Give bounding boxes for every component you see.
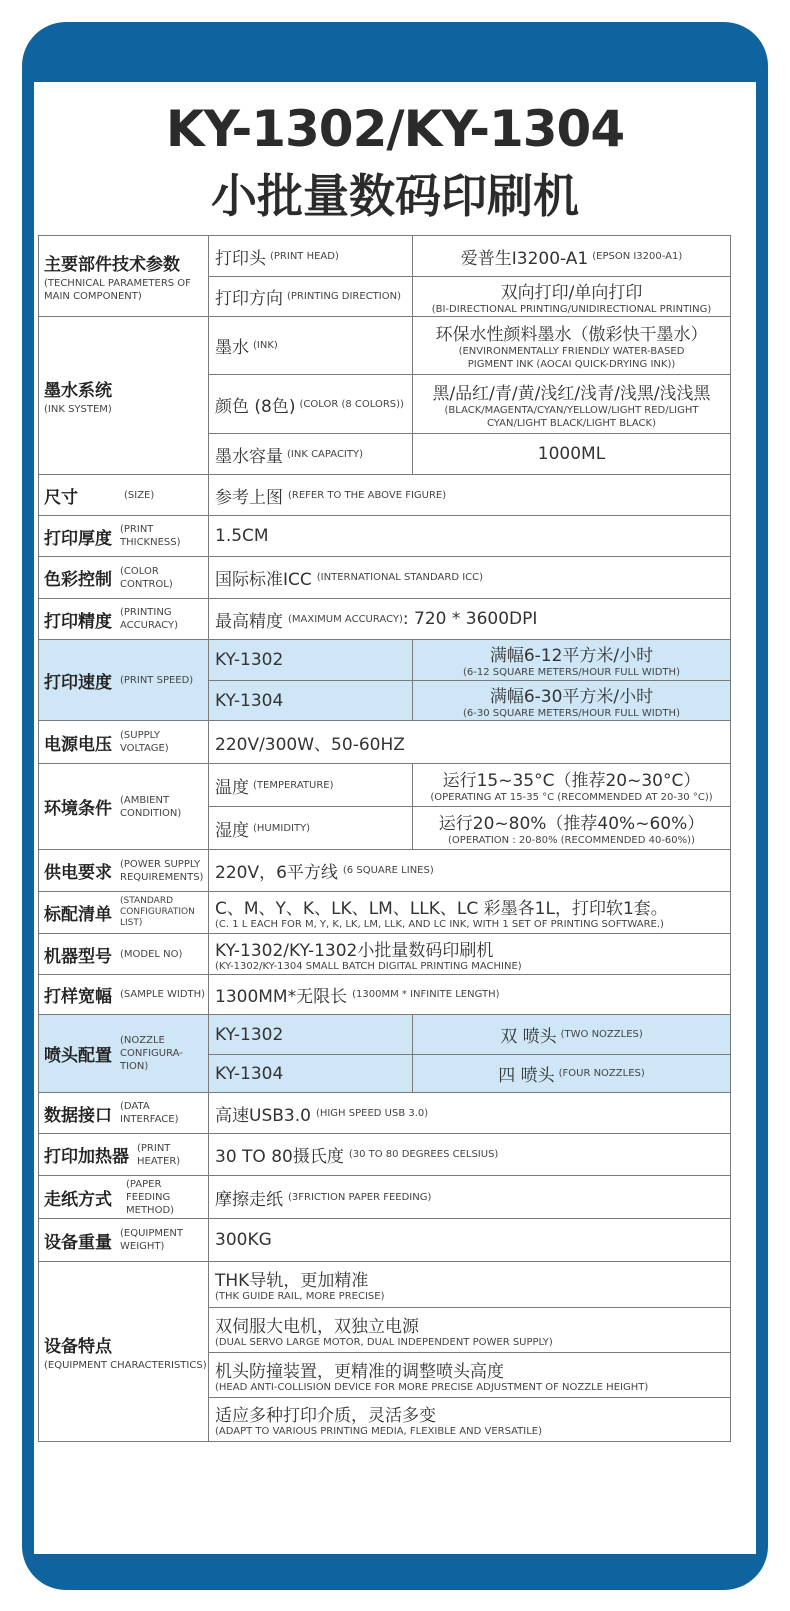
humidity-value-zh: 运行20~80%（推荐40%~60%）	[438, 814, 705, 834]
heater-label	[38, 1133, 209, 1176]
sample-width-value-zh: 1300MM*无限长	[215, 987, 348, 1007]
power-supply-value	[208, 849, 731, 892]
power-supply-value-en: (6 SQUARE LINES)	[342, 865, 434, 876]
ink-color-value-zh: 黑/品红/青/黄/浅红/浅青/浅黑/浅浅黑	[432, 383, 711, 404]
feature-4-zh: 适应多种打印介质，灵活多变	[215, 1406, 436, 1426]
temperature-value	[412, 763, 731, 807]
model-value-zh: KY-1302/KY-1302小批量数码印刷机	[215, 940, 494, 961]
print-speed-model-2	[208, 680, 413, 721]
print-speed-model-2-text: KY-1304	[215, 690, 284, 711]
model-zh: 机器型号	[44, 946, 112, 967]
ink-capacity-label	[208, 433, 413, 475]
main-component-zh: 主要部件技术参数	[44, 254, 180, 275]
ink-capacity-value	[412, 433, 731, 475]
sample-width-en: (SAMPLE WIDTH)	[120, 989, 206, 1000]
print-head-en: (PRINT HEAD)	[270, 250, 339, 262]
features-en: (EQUIPMENT CHARACTERISTICS)	[44, 1359, 207, 1371]
print-head-value	[412, 235, 731, 277]
ink-zh: 墨水	[215, 338, 249, 358]
feeding-en: (PAPER FEEDING METHOD)	[126, 1178, 175, 1216]
sample-width-value-en: (1300MM * INFINITE LENGTH)	[352, 989, 500, 1000]
interface-value-zh: 高速USB3.0	[215, 1105, 311, 1126]
feature-3-en: (HEAD ANTI-COLLISION DEVICE FOR MORE PRECISE ADJUSTMENT OF NOZZLE HEIGHT)	[215, 1381, 649, 1393]
heater-value-en: (30 TO 80 DEGREES CELSIUS)	[348, 1149, 499, 1160]
ink-color-zh: 颜色 (8色)	[215, 396, 296, 417]
print-direction-value	[412, 276, 731, 317]
print-speed-model-1-text: KY-1302	[215, 650, 284, 670]
voltage-en: (SUPPLY VOLTAGE)	[120, 730, 169, 754]
ink-capacity-en: (INK CAPACITY)	[287, 448, 363, 460]
ink-color-value-en: (BLACK/MAGENTA/CYAN/YELLOW/LIGHT RED/LIGHT CYAN/LIGHT BLACK/LIGHT BLACK)	[444, 404, 699, 429]
power-supply-value-zh: 220V，6平方线	[215, 863, 338, 883]
ink-value-en: (ENVIRONMENTALLY FRIENDLY WATER-BASED PIGMENT INK (AOCAI QUICK-DRYING INK))	[458, 346, 685, 370]
color-control-value-zh: 国际标准ICC	[215, 570, 312, 590]
interface-zh: 数据接口	[44, 1105, 112, 1126]
ink-en: (INK)	[253, 340, 278, 351]
temperature-zh: 温度	[215, 777, 249, 798]
color-control-zh: 色彩控制	[44, 570, 112, 590]
size-value-en: (REFER TO THE ABOVE FIGURE)	[288, 489, 447, 501]
feature-2	[208, 1307, 731, 1353]
accuracy-value-num: : 720 * 3600DPI	[402, 609, 538, 629]
print-head-zh: 打印头	[215, 248, 266, 269]
feature-4-en: (ADAPT TO VARIOUS PRINTING MEDIA, FLEXIBLE AND VERSATILE)	[215, 1426, 543, 1437]
feature-3	[208, 1352, 731, 1398]
weight-value-text: 300KG	[215, 1230, 272, 1250]
feeding-value	[208, 1175, 731, 1219]
accuracy-value-zh: 最高精度	[215, 611, 283, 632]
config-value	[208, 891, 731, 934]
heater-zh: 打印加热器	[44, 1147, 129, 1167]
power-supply-label	[38, 849, 209, 892]
nozzle-value-2-zh: 四 喷头	[498, 1066, 555, 1086]
thickness-en: (PRINT THICKNESS)	[120, 524, 181, 548]
nozzle-zh: 喷头配置	[44, 1046, 112, 1066]
ambient-en: (AMBIENT CONDITION)	[120, 794, 182, 819]
humidity-en: (HUMIDITY)	[253, 822, 311, 834]
voltage-value-text: 220V/300W、50-60HZ	[215, 734, 405, 755]
heater-value	[208, 1133, 731, 1176]
ambient-zh: 环境条件	[44, 799, 112, 819]
thickness-zh: 打印厚度	[44, 528, 112, 549]
feature-1-en: (THK GUIDE RAIL, MORE PRECISE)	[215, 1291, 385, 1302]
color-control-value	[208, 556, 731, 599]
config-zh: 标配清单	[44, 905, 112, 925]
print-direction-en: (PRINTING DIRECTION)	[287, 291, 401, 302]
nozzle-label	[38, 1014, 209, 1093]
feeding-zh: 走纸方式	[44, 1189, 112, 1210]
interface-value-en: (HIGH SPEED USB 3.0)	[315, 1107, 429, 1119]
feature-2-en: (DUAL SERVO LARGE MOTOR, DUAL INDEPENDENT POWER SUPPLY)	[215, 1336, 553, 1348]
ink-value-zh: 环保水性颜料墨水（傲彩快干墨水）	[435, 325, 708, 345]
model-en: (MODEL NO)	[120, 948, 183, 960]
main-component-en: (TECHNICAL PARAMETERS OF MAIN COMPONENT)	[44, 277, 191, 302]
interface-value	[208, 1092, 731, 1134]
ink-color-en: (COLOR (8 COLORS))	[299, 398, 404, 410]
weight-en: (EQUIPMENT WEIGHT)	[120, 1228, 183, 1252]
print-speed-value-1	[412, 639, 731, 681]
config-value-en: (C. 1 L EACH FOR M, Y, K, LK, LM, LLK, AND LC INK, WITH 1 SET OF PRINTING SOFTWARE.)	[215, 919, 664, 930]
feeding-value-zh: 摩擦走纸	[215, 1189, 283, 1210]
sample-width-value	[208, 974, 731, 1015]
accuracy-label	[38, 598, 209, 640]
temperature-en: (TEMPERATURE)	[253, 779, 334, 791]
nozzle-value-2-en: (FOUR NOZZLES)	[558, 1068, 645, 1079]
model-label	[38, 933, 209, 975]
print-head-value-en: (EPSON I3200-A1)	[592, 250, 683, 262]
power-supply-en: (POWER SUPPLY REQUIREMENTS)	[120, 858, 204, 883]
print-speed-model-1	[208, 639, 413, 681]
nozzle-value-1	[412, 1014, 731, 1055]
voltage-zh: 电源电压	[44, 734, 112, 755]
print-speed-en: (PRINT SPEED)	[120, 674, 194, 686]
nozzle-model-2	[208, 1054, 413, 1093]
interface-label	[38, 1092, 209, 1134]
print-head-label	[208, 235, 413, 277]
heater-value-zh: 30 TO 80摄氏度	[215, 1147, 344, 1167]
feature-1-zh: THK导轨，更加精准	[215, 1271, 369, 1291]
nozzle-en: (NOZZLE CONFIGURA- TION)	[120, 1035, 183, 1072]
nozzle-model-1	[208, 1014, 413, 1055]
ink-color-label	[208, 374, 413, 434]
print-speed-value-1-zh: 满幅6-12平方米/小时	[489, 646, 654, 666]
print-speed-value-2-en: (6-30 SQUARE METERS/HOUR FULL WIDTH)	[463, 707, 680, 719]
features-zh: 设备特点	[44, 1336, 112, 1357]
humidity-value	[412, 806, 731, 850]
ink-system-en: (INK SYSTEM)	[44, 403, 112, 415]
ink-capacity-zh: 墨水容量	[215, 446, 283, 467]
accuracy-zh: 打印精度	[44, 611, 112, 632]
print-speed-label	[38, 639, 209, 721]
ink-capacity-value-text: 1000ML	[537, 444, 606, 464]
nozzle-value-1-zh: 双 喷头	[500, 1027, 557, 1047]
config-en: (STANDARD CONFIGURATION LIST)	[120, 896, 195, 928]
ink-value	[412, 316, 731, 375]
sample-width-zh: 打样宽幅	[44, 987, 112, 1007]
accuracy-value-en: (MAXIMUM ACCURACY)	[288, 613, 403, 625]
model-value	[208, 933, 731, 975]
nozzle-value-1-en: (TWO NOZZLES)	[560, 1029, 643, 1040]
weight-label	[38, 1218, 209, 1262]
nozzle-model-2-text: KY-1304	[215, 1063, 284, 1084]
nozzle-value-2	[412, 1054, 731, 1093]
size-en: (SIZE)	[124, 489, 155, 501]
ink-label	[208, 316, 413, 375]
interface-en: (DATA INTERFACE)	[120, 1101, 179, 1125]
humidity-zh: 湿度	[215, 820, 249, 841]
sample-width-label	[38, 974, 209, 1015]
ink-system-zh: 墨水系统	[44, 380, 112, 401]
feature-2-zh: 双伺服大电机，双独立电源	[215, 1316, 419, 1337]
weight-zh: 设备重量	[44, 1232, 112, 1253]
print-speed-value-1-en: (6-12 SQUARE METERS/HOUR FULL WIDTH)	[463, 667, 680, 678]
feeding-value-en: (3FRICTION PAPER FEEDING)	[288, 1191, 432, 1203]
voltage-label	[38, 720, 209, 764]
print-speed-value-2	[412, 680, 731, 721]
accuracy-en: (PRINTING ACCURACY)	[120, 607, 178, 631]
voltage-value	[208, 720, 731, 764]
humidity-label	[208, 806, 413, 850]
size-value	[208, 474, 731, 516]
main-component-label	[38, 235, 209, 317]
accuracy-value	[208, 598, 731, 640]
temperature-value-zh: 运行15~35°C（推荐20~30°C）	[442, 771, 701, 791]
humidity-value-en: (OPERATION : 20-80% (RECOMMENDED 40-60%))	[448, 835, 695, 846]
size-zh: 尺寸	[44, 487, 78, 508]
print-direction-value-en: (BI-DIRECTIONAL PRINTING/UNIDIRECTIONAL PRINTING)	[431, 303, 712, 315]
ink-system-label	[38, 316, 209, 475]
print-direction-label	[208, 276, 413, 317]
thickness-label	[38, 515, 209, 557]
model-value-en: (KY-1302/KY-1304 SMALL BATCH DIGITAL PRINTING MACHINE)	[215, 960, 522, 972]
feature-1	[208, 1261, 731, 1308]
temperature-label	[208, 763, 413, 807]
feature-3-zh: 机头防撞装置，更精准的调整喷头高度	[215, 1361, 504, 1382]
title-name: 小批量数码印刷机	[211, 169, 579, 223]
print-head-value-zh: 爱普生I3200-A1	[460, 248, 589, 269]
color-control-value-en: (INTERNATIONAL STANDARD ICC)	[316, 572, 484, 583]
print-direction-value-zh: 双向打印/单向打印	[500, 282, 643, 303]
temperature-value-en: (OPERATING AT 15-35 °C (RECOMMENDED AT 20-30 °C))	[430, 792, 713, 803]
size-label	[38, 474, 209, 516]
feature-4	[208, 1397, 731, 1442]
power-supply-zh: 供电要求	[44, 863, 112, 883]
weight-value	[208, 1218, 731, 1262]
ambient-label	[38, 763, 209, 850]
size-value-zh: 参考上图	[215, 487, 283, 508]
color-control-label	[38, 556, 209, 599]
print-direction-zh: 打印方向	[215, 289, 283, 309]
thickness-value-text: 1.5CM	[215, 526, 269, 546]
config-label	[38, 891, 209, 934]
nozzle-model-1-text: KY-1302	[215, 1024, 284, 1045]
title-model: KY-1302/KY-1304	[165, 100, 625, 158]
thickness-value	[208, 515, 731, 557]
print-speed-zh: 打印速度	[44, 672, 112, 693]
heater-en: (PRINT HEATER)	[137, 1142, 181, 1167]
ink-color-value	[412, 374, 731, 434]
config-value-zh: C、M、Y、K、LK、LM、LLK、LC 彩墨各1L，打印软1套。	[215, 899, 668, 919]
features-label	[38, 1261, 209, 1442]
print-speed-value-2-zh: 满幅6-30平方米/小时	[489, 686, 654, 707]
color-control-en: (COLOR CONTROL)	[120, 565, 173, 590]
feeding-label	[38, 1175, 209, 1219]
